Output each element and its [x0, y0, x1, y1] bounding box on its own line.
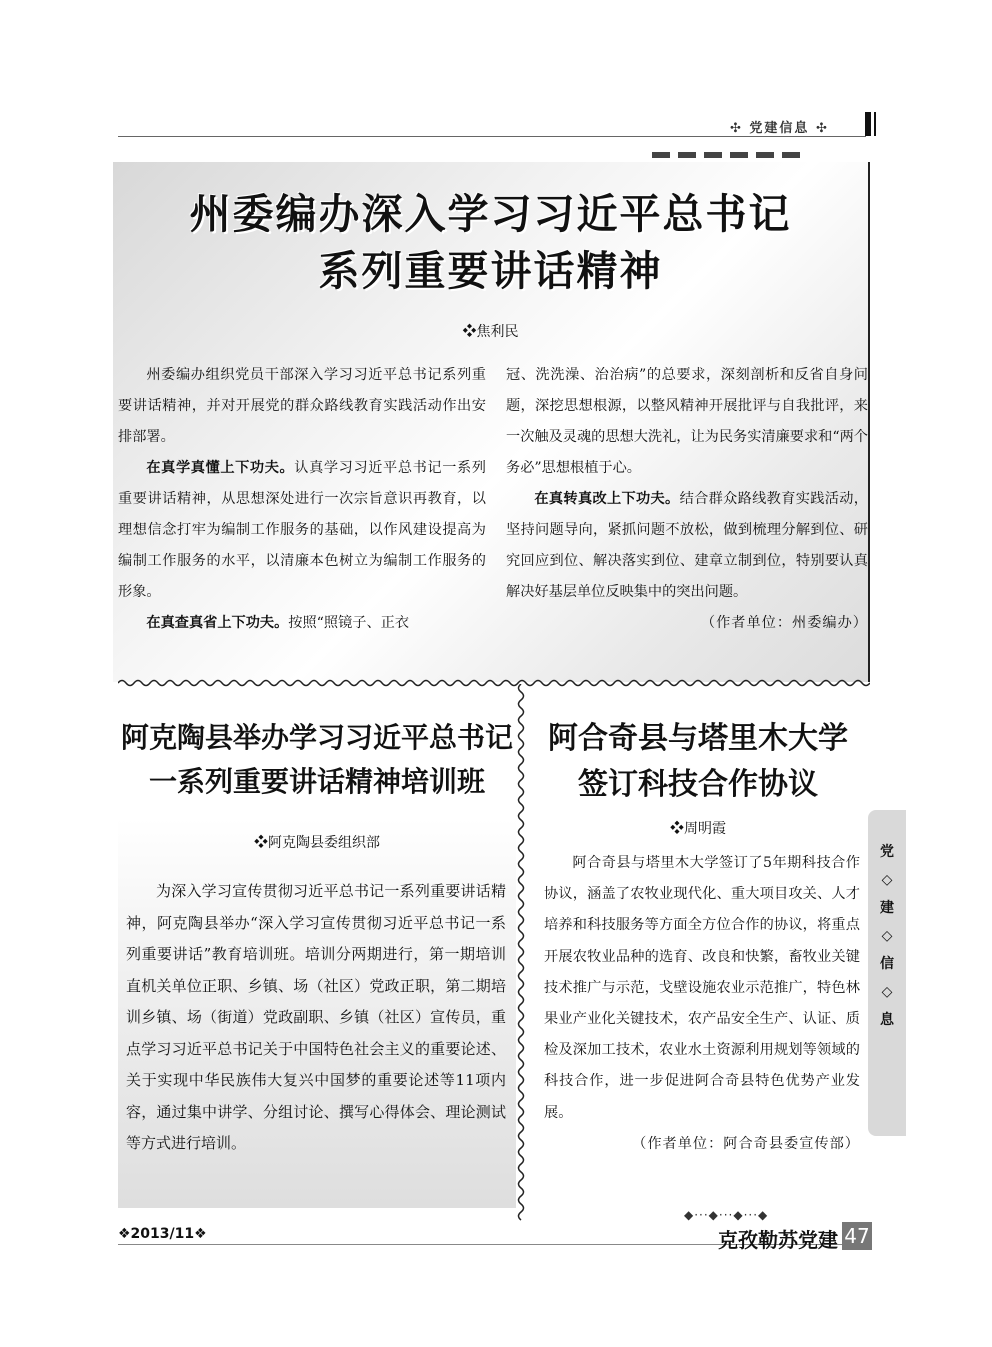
decorative-dash: [730, 152, 748, 158]
decorative-dash: [782, 152, 800, 158]
right-article-author: ❖周明霞: [670, 821, 726, 837]
left-article-body: [126, 876, 506, 1160]
author-unit-note: （作者单位：阿合奇县委宣传部）: [632, 1135, 860, 1152]
magazine-name: 克孜勒苏党建: [718, 1228, 838, 1252]
paragraph: 在真学真懂上下功夫。认真学习习近平总书记一系列重要讲话精神，从思想深处进行一次宗旨意识再教育，以理想信念打牢为编制工作服务的基础，以作风建设提高为编制工作服务的水平，以清廉本色树立为编制工作服务的形象。: [118, 460, 486, 600]
issue-date: ❖2013/11❖: [118, 1226, 207, 1242]
paragraph: 州委编办组织党员干部深入学习习近平总书记系列重要讲话精神，并对开展党的群众路线教育实践活动作出安排部署。: [118, 367, 486, 445]
left-article-title-line1: 阿克陶县举办学习习近平总书记: [120, 721, 513, 754]
paragraph: 为深入学习宣传贯彻习近平总书记一系列重要讲话精神，阿克陶县举办“深入学习宣传贯彻习近平总书记一系列重要讲话”教育培训班。培训分两期进行，第一期培训直机关单位正职、乡镇、场（社区）党政正职，第二期培训乡镇、场（街道）党政副职、乡镇（社区）宣传员，重点学习习近平总书记关于中国特色社会主义的重要论述、关于实现中华民族伟大复兴中国梦的重要论述等11项内容，通过集中讲学、分组讨论、撰写心得体会、理论测试等方式进行培训。: [126, 882, 506, 1152]
decorative-dash: [652, 152, 670, 158]
page-number: 47: [842, 1222, 872, 1250]
paragraph-lead: 在真转真改上下功夫。: [534, 491, 680, 507]
top-article-title-line1: 州委编办深入学习习近平总书记: [189, 190, 792, 238]
top-article-author: ❖焦利民: [462, 324, 519, 340]
paragraph: 在真查真省上下功夫。按照“照镜子、正衣: [146, 615, 410, 631]
paragraph-lead: 在真查真省上下功夫。: [146, 615, 289, 631]
decorative-dash: [678, 152, 696, 158]
paragraph: 在真转真改上下功夫。结合群众路线教育实践活动，坚持问题导向，紧抓问题不放松，做到梳理分解到位、研究回应到位、解决落实到位、建章立制到位，特别要认真解决好基层单位反映集中的突出问题。: [506, 491, 868, 600]
header-bar-thin: [874, 112, 876, 136]
top-article-title-line2: 系列重要讲话精神: [318, 247, 663, 295]
decorative-dash: [756, 152, 774, 158]
footer-decoration: ◆···◆···◆···◆: [684, 1208, 769, 1222]
paragraph: 阿合奇县与塔里木大学签订了5年期科技合作协议，涵盖了农牧业现代化、重大项目攻关、人才培养和科技服务等方面全方位合作的协议，将重点开展农牧业品种的选育、改良和快繁，畜牧业关键技术推广与示范，戈壁设施农业示范推广，特色林果业产业化关键技术，农产品安全生产、认证、质检及深加工技术，农业水土资源利用规划等领域的科技合作，进一步促进阿合奇县特色优势产业发展。: [544, 855, 860, 1121]
left-article-title-line2: 一系列重要讲话精神培训班: [148, 765, 485, 798]
header-bar: [865, 112, 871, 136]
right-article-body: [544, 848, 860, 1160]
side-tab-text: 党◇建◇信◇息: [880, 844, 894, 1028]
header-rule: [118, 136, 866, 137]
paragraph: 冠、洗洗澡、治治病”的总要求，深刻剖析和反省自身问题，深挖思想根源，以整风精神开展批评与自我批评，来一次触及灵魂的思想大洗礼，让为民务实清廉要求和“两个务必”思想根植于心。: [506, 367, 868, 476]
wavy-divider-horizontal: [118, 678, 870, 688]
right-article-title-line2: 签订科技合作协议: [578, 767, 818, 802]
paragraph-lead: 在真学真懂上下功夫。: [146, 460, 295, 476]
side-tab-label: [868, 838, 906, 1034]
section-tag: ✣ 党建信息 ✣: [730, 121, 829, 136]
top-article-title: [113, 186, 868, 300]
top-article-right-column: [506, 360, 868, 639]
right-article-title-line1: 阿合奇县与塔里木大学: [548, 721, 848, 756]
top-article-left-column: [118, 360, 486, 639]
left-article-author: ❖阿克陶县委组织部: [254, 835, 380, 851]
decorative-dash: [704, 152, 722, 158]
left-article-title: [118, 716, 516, 804]
author-unit-note: （作者单位：州委编办）: [700, 615, 868, 631]
right-article-title: [528, 716, 868, 808]
wavy-divider-vertical: [516, 684, 526, 1224]
